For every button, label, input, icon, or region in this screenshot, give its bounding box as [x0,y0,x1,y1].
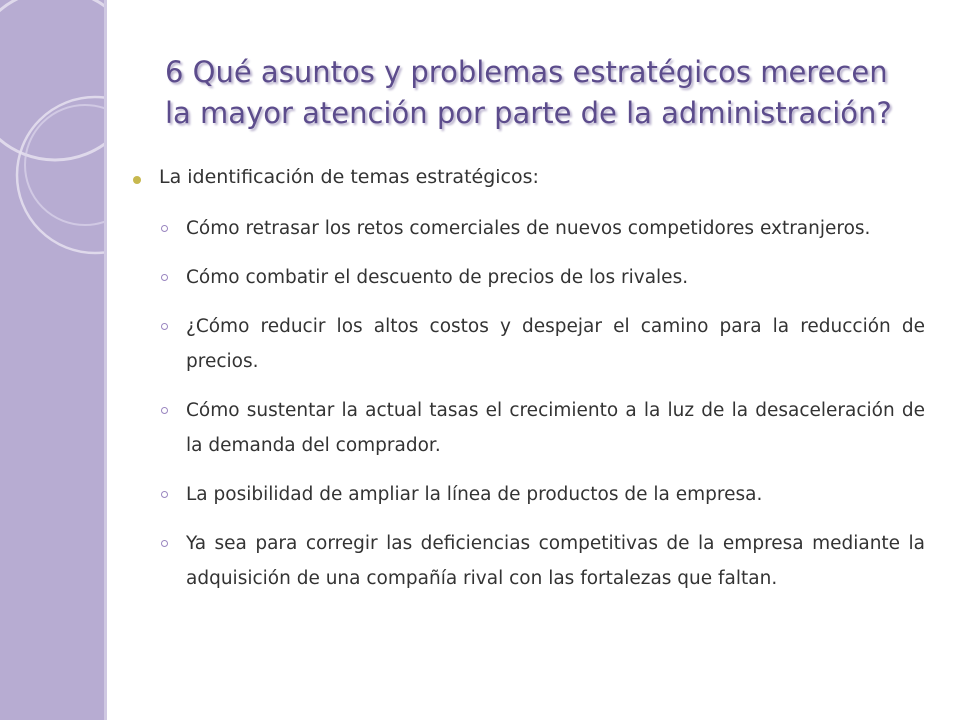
sub-bullet-item [161,211,925,246]
slide-title [165,52,925,134]
sub-bullet-item [161,477,925,512]
sub-bullet-text: Cómo sustentar la actual tasas el crecimiento a la luz de la desaceleración de la demanda del comprador. [186,400,925,456]
hollow-ring-bullet-icon [161,274,168,281]
sub-bullet-text: Ya sea para corregir las deficiencias competitivas de la empresa mediante la adquisición de una compañía rival con las fortalezas que faltan. [186,533,925,589]
sub-bullet-item [161,526,925,596]
filled-circle-bullet-icon [133,176,141,184]
sub-bullet-text: ¿Cómo reducir los altos costos y despejar el camino para la reducción de precios. [186,316,925,372]
sub-bullet-item [161,260,925,295]
hollow-ring-bullet-icon [161,225,168,232]
sub-bullet-item [161,309,925,379]
hollow-ring-bullet-icon [161,323,168,330]
main-bullet-text: La identificación de temas estratégicos: [159,166,539,188]
hollow-ring-bullet-icon [161,407,168,414]
hollow-ring-bullet-icon [161,540,168,547]
sub-bullet-text: Cómo retrasar los retos comerciales de nuevos competidores extranjeros. [186,218,871,239]
hollow-ring-bullet-icon [161,491,168,498]
sub-bullet-text: Cómo combatir el descuento de precios de los rivales. [186,267,689,288]
sidebar-decoration [0,0,107,720]
slide-title-line-2: la mayor atención por parte de la administración? [165,96,892,130]
rings-decoration-icon [0,0,104,720]
slide-title-line-1: 6 Qué asuntos y problemas estratégicos merecen [165,55,888,89]
sub-bullet-text: La posibilidad de ampliar la línea de productos de la empresa. [186,484,763,505]
sub-bullet-list [161,211,925,610]
sub-bullet-item [161,393,925,463]
